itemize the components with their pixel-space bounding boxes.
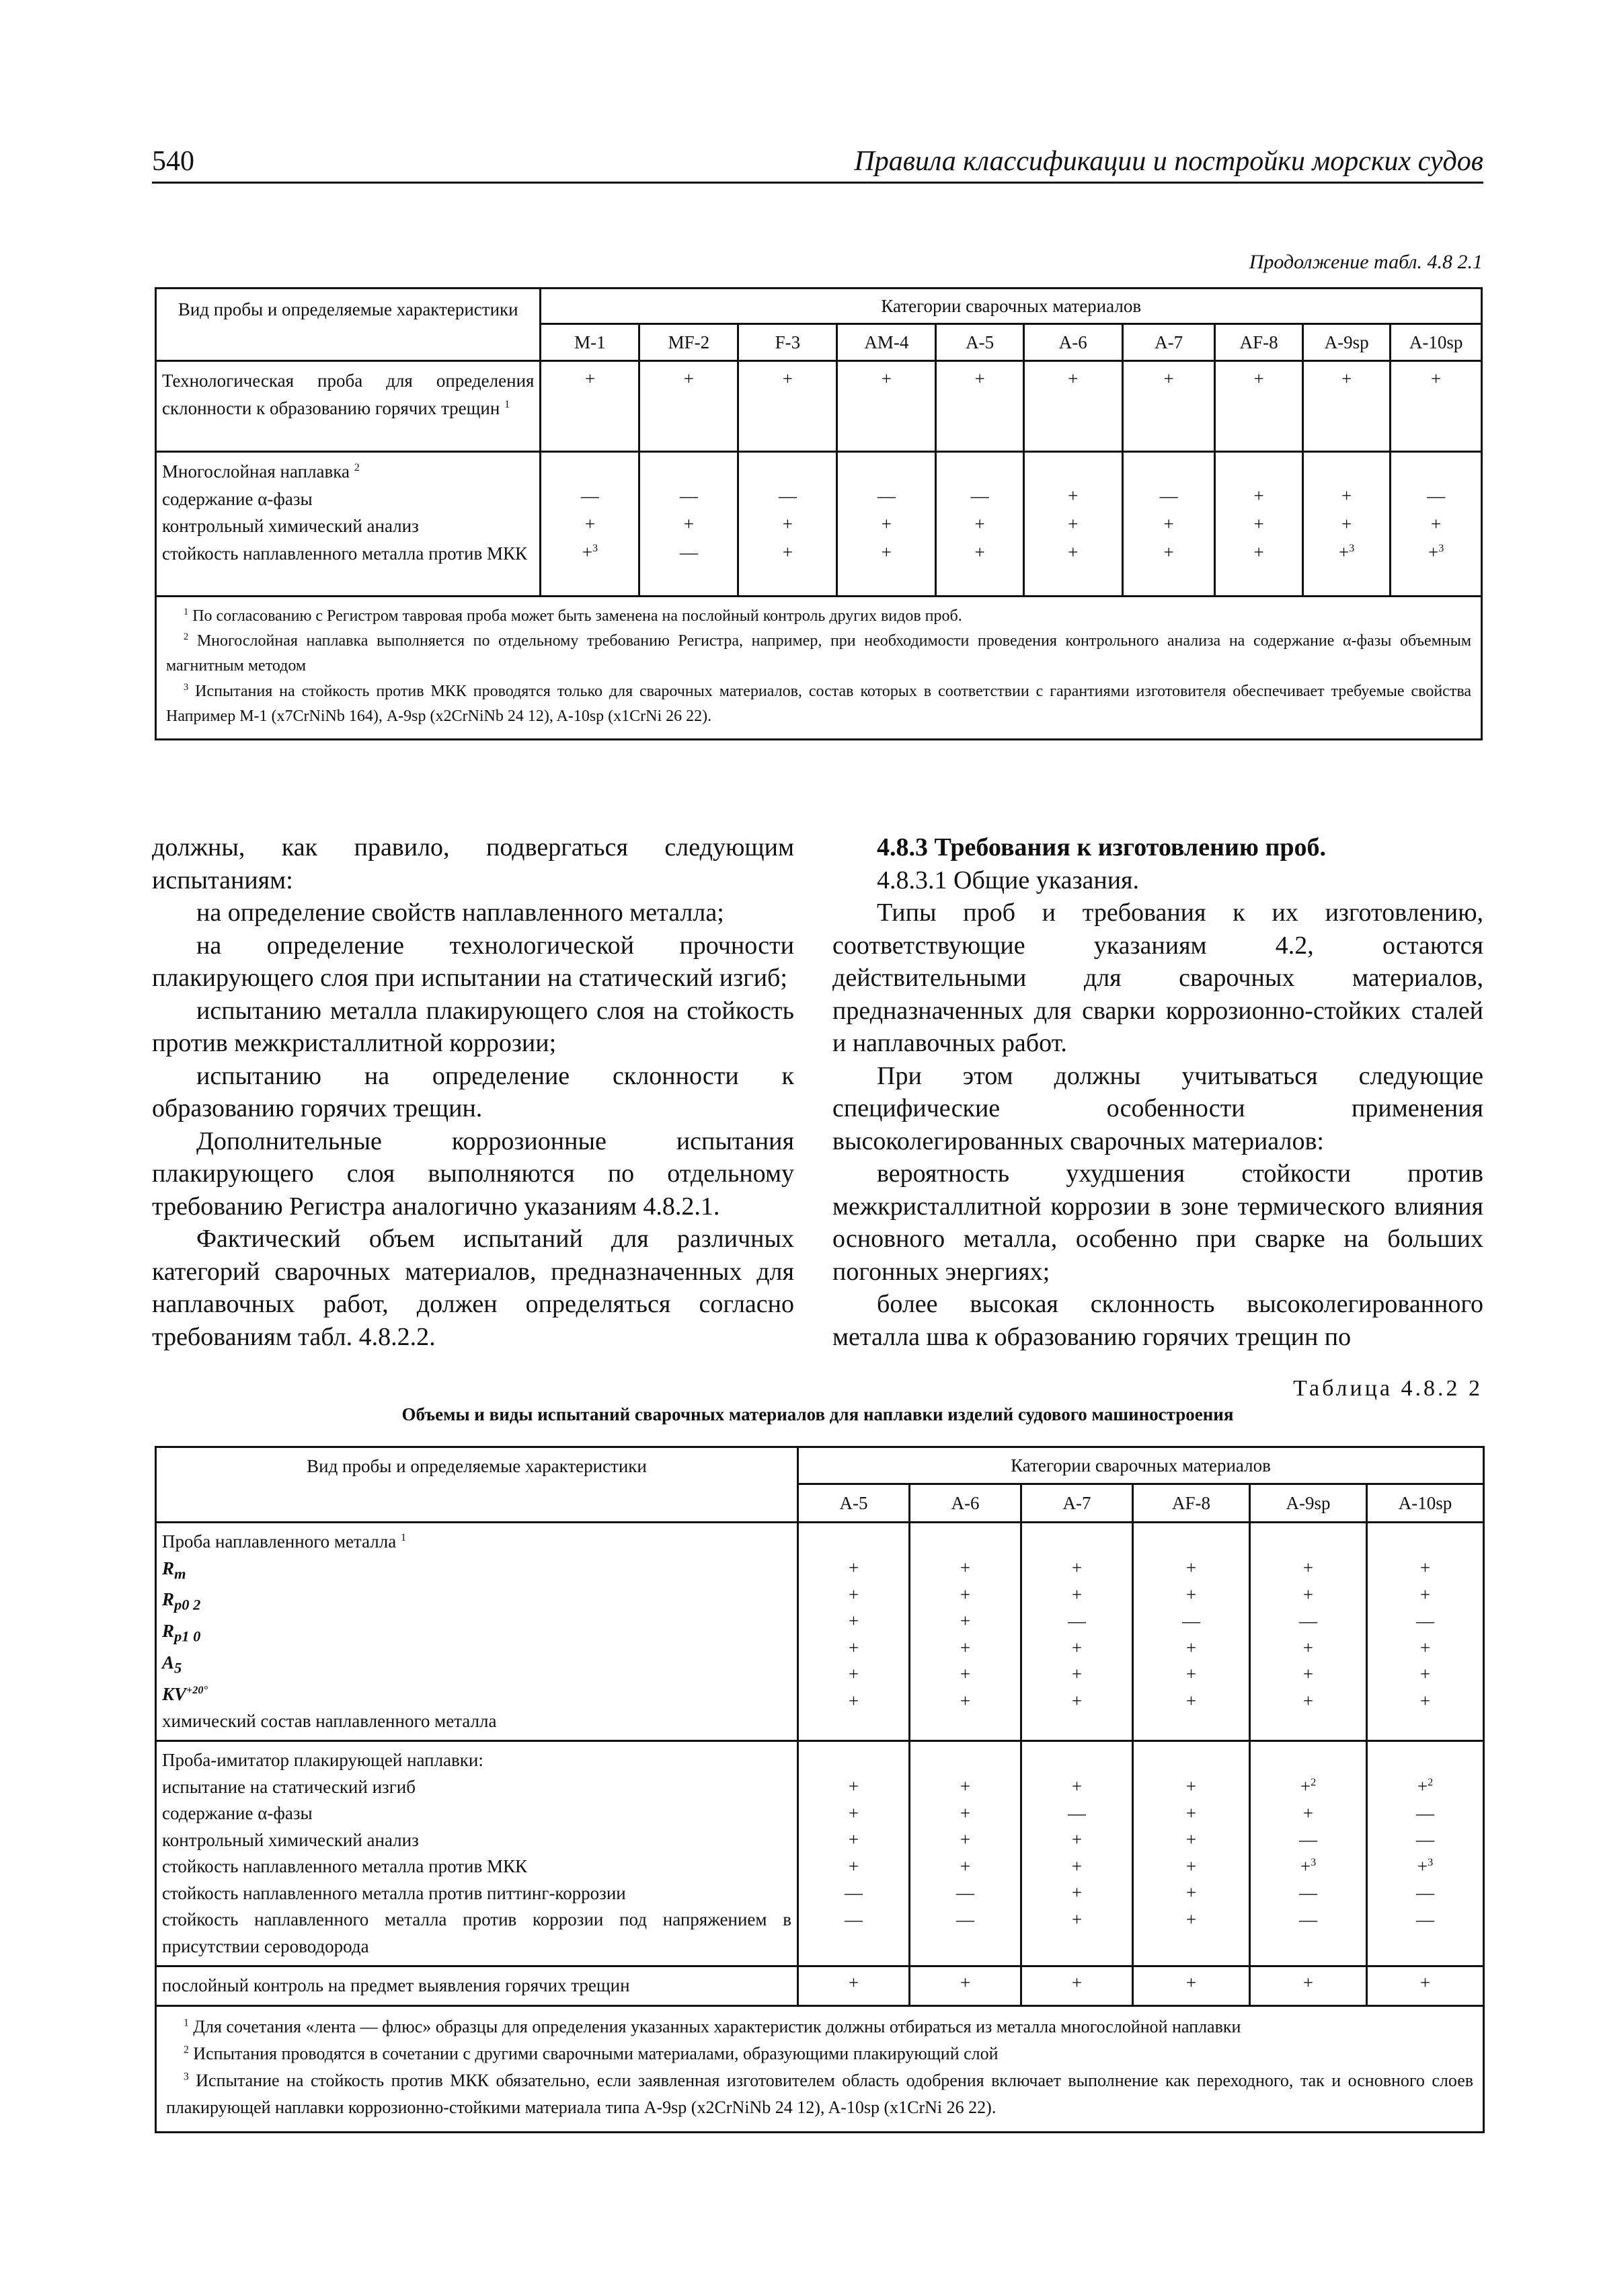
table-cell: + (837, 361, 936, 452)
table-cell: + + — + + + (1021, 1523, 1133, 1741)
col-header: Вид пробы и определяемые характеристики (156, 289, 541, 361)
table-cell: + + + + + + (910, 1523, 1021, 1741)
category: AM-4 (837, 324, 936, 361)
category: A-7 (1021, 1484, 1133, 1523)
category: A-5 (936, 324, 1023, 361)
category: A-10sp (1391, 324, 1482, 361)
table-cell: — + + (936, 452, 1023, 597)
category: A-7 (1122, 324, 1215, 361)
section-heading: 4.8.3 Требования к изготовлению проб. (877, 833, 1326, 862)
paragraph: вероятность ухудшения стойкости против межкристаллитной коррозии в зоне термического влияния основного металла, особенно при сварке на больших погонных энергиях; (832, 1159, 1483, 1286)
table-label: Таблица 4.8.2 2 (1293, 1376, 1483, 1401)
category: A-9sp (1302, 324, 1390, 361)
table-cell: — + + (837, 452, 936, 597)
row-label: Технологическая проба для определения склонности к образованию горячих трещин $^1$ (156, 361, 541, 452)
table-footnotes (156, 2005, 1484, 2132)
table-cell: + (1021, 1966, 1133, 2006)
table-cell: + (1367, 1966, 1484, 2006)
paragraph: Дополнительные коррозионные испытания плакирующего слоя выполняются по отдельному требованию Регистра аналогично указаниям 4.8.2.1. (152, 1126, 794, 1221)
category: A-6 (1023, 324, 1122, 361)
table-cell: + (541, 361, 639, 452)
category: A-9sp (1250, 1484, 1367, 1523)
table-cell: +$^2$ — — +$^3$ — — (1367, 1741, 1484, 1966)
table-cell: — + + (738, 452, 837, 597)
page-header (152, 143, 1483, 184)
table-cell: + — + + + + (1021, 1741, 1133, 1966)
category-header: Категории сварочных материалов (798, 1447, 1484, 1484)
category: A-6 (910, 1484, 1021, 1523)
table-cell: + + + + + + (798, 1523, 910, 1741)
table-cell: — + +$^3$ (541, 452, 639, 597)
paragraph: на определение технологической прочности плакирующего слоя при испытании на статический изгиб; (152, 931, 794, 992)
category-header: Категории сварочных материалов (541, 289, 1482, 324)
row-label: послойный контроль на предмет выявления горячих трещин (156, 1966, 798, 2006)
category: A-5 (798, 1484, 910, 1523)
paragraph: При этом должны учитываться следующие специфические особенности применения высоколегированных сварочных материалов: (832, 1061, 1483, 1155)
table-cell: — + + (1122, 452, 1215, 597)
table-cell: + (1122, 361, 1215, 452)
footnote: $^2$ Испытания проводятся в сочетании с другими сварочными материалами, образующими плакирующий слой (184, 2043, 999, 2063)
table-cell: — + — (639, 452, 738, 597)
table-cell: + (1391, 361, 1482, 452)
right-column (832, 831, 1483, 1353)
row-label: Проба наплавленного металла $^1$ $R_m$ $R_{p0 2}$ $R_{p1 0}$ $A_5$ $KV^{+20^\circ}$ химический состав наплавленного металла (156, 1523, 798, 1741)
category: MF-2 (639, 324, 738, 361)
table-cell: + + + + + + (1133, 1741, 1250, 1966)
table-cell: + (1023, 361, 1122, 452)
category: AF-8 (1215, 324, 1302, 361)
table-cell: + (1302, 361, 1390, 452)
footnote: $^1$ По согласованию с Регистром тавровая проба может быть заменена на послойный контроль других видов проб. (184, 607, 962, 625)
table-footnotes (156, 597, 1482, 740)
paragraph: Фактический объем испытаний для различных категорий сварочных материалов, предназначенных для наплавочных работ, должен определяться согласно требованиям табл. 4.8.2.2. (152, 1225, 794, 1351)
category: A-10sp (1367, 1484, 1484, 1523)
table-cell: + + — + + + (1250, 1523, 1367, 1741)
footnote: $^3$ Испытания на стойкость против МКК проводятся только для сварочных материалов, состав которых в соответствии с гарантиями изготовителя обеспечивает требуемые свойства Например М-1 (x7CrNiNb 164), А-9sp (x2CrNiNb 24 12), A-10sp (x1CrNi 26 22). (166, 681, 1471, 725)
table-4-8-2-2 (155, 1446, 1485, 2133)
paragraph: испытанию на определение склонности к образованию горячих трещин. (152, 1061, 794, 1122)
subsection-heading: 4.8.3.1 Общие указания. (877, 866, 1140, 894)
table-cell: + (639, 361, 738, 452)
paragraph: более высокая склонность высоколегированного металла шва к образованию горячих трещин по (832, 1290, 1483, 1351)
table-title: Объемы и виды испытаний сварочных материалов для наплавки изделий судового машиностроения (401, 1404, 1234, 1424)
table-cell: + (1133, 1966, 1250, 2006)
table-cell: + + — + + + (1133, 1523, 1250, 1741)
table-cell: + + + (1023, 452, 1122, 597)
table-cell: + (1250, 1966, 1367, 2006)
table-4-8-2-1 (155, 287, 1483, 740)
table-cell: + (798, 1966, 910, 2006)
row-label: Многослойная наплавка $^2$ содержание α-фазы контрольный химический анализ стойкость наплавленного металла против МКК (156, 452, 541, 597)
table-cell: + + + + — — (910, 1741, 1021, 1966)
category: M-1 (541, 324, 639, 361)
running-title: Правила классификации и постройки морских судов (854, 146, 1483, 177)
table-cell: + (1215, 361, 1302, 452)
table-cell: +$^2$ + — +$^3$ — — (1250, 1741, 1367, 1966)
col-header: Вид пробы и определяемые характеристики (156, 1447, 798, 1523)
table-cell: + (936, 361, 1023, 452)
paragraph: испытанию металла плакирующего слоя на стойкость против межкристаллитной коррозии; (152, 996, 794, 1057)
left-column (152, 831, 794, 1353)
table-cell: + + + (1215, 452, 1302, 597)
page-number: 540 (152, 146, 194, 177)
paragraph: должны, как правило, подвергаться следующим испытаниям: (152, 833, 794, 894)
category: AF-8 (1133, 1484, 1250, 1523)
table-cell: + (738, 361, 837, 452)
table-cell: + (910, 1966, 1021, 2006)
table-cell: — + +$^3$ (1391, 452, 1482, 597)
row-label: Проба-имитатор плакирующей наплавки: испытание на статический изгиб содержание α-фазы контрольный химический анализ стойкость наплавленного металла против МКК стойкость наплавленного металла против питтинг-коррозии стойкость наплавленного металла против коррозии под напряжением в присутствии сероводорода (156, 1741, 798, 1966)
footnote: $^1$ Для сочетания «лента — флюс» образцы для определения указанных характеристик должны отбираться из металла многослойной наплавки (184, 2016, 1241, 2036)
table-continuation-label: Продолжение табл. 4.8 2.1 (1249, 251, 1483, 273)
footnote: $^2$ Многослойная наплавка выполняется по отдельному требованию Регистра, например, при необходимости проведения контрольного анализа на содержание α-фазы объемным магнитным методом (166, 632, 1472, 675)
table-cell: + + + + — — (798, 1741, 910, 1966)
paragraph: Типы проб и требования к их изготовлению, соответствующие указаниям 4.2, остаются действительными для сварочных материалов, предназначенных для сварки коррозионно-стойких сталей и наплавочных работ. (832, 898, 1483, 1057)
table-cell: + + +$^3$ (1302, 452, 1390, 597)
category: F-3 (738, 324, 837, 361)
table-cell: + + — + + + (1367, 1523, 1484, 1741)
footnote: $^3$ Испытание на стойкость против МКК обязательно, если заявленная изготовителем область одобрения включает выполнение как переходного, так и основного слоев плакирующей наплавки коррозионно-стойкими материала типа А-9sp (x2CrNiNb 24 12), A-10sp (x1CrNi 26 22). (166, 2071, 1474, 2118)
paragraph: на определение свойств наплавленного металла; (196, 898, 724, 927)
